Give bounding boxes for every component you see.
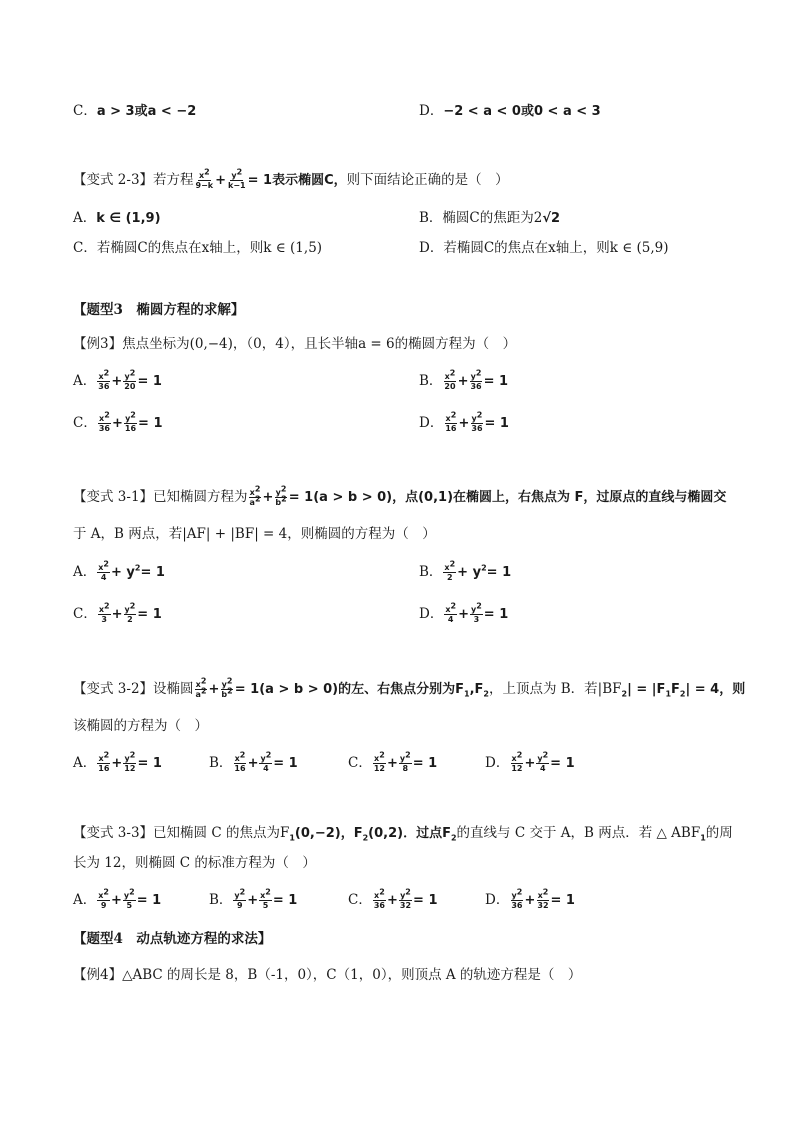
variant-3-2-stem: 【变式 3-2】设椭圆 $\frac{x^2}{a^2}$ + $\frac{y^2}{b^2}$ = 1(a > b > 0)的左、右焦点分别为$F_1,F_2$，上顶点为 B．若$|BF_2| = |F_1F_2| = 4$，则	[73, 676, 746, 699]
example-tag: 【例3】	[73, 336, 123, 352]
stem-text: 焦点坐标为(0,−4)，（0，4），且长半轴a = 6的椭圆方程为（ ）	[122, 336, 517, 352]
option-a-label: A．	[73, 210, 97, 226]
option-c-text: 若椭圆C的焦点在x轴上，则k ∈ (1,5)	[96, 240, 323, 256]
fraction: $\frac{y^2}{k-1}$	[228, 167, 246, 190]
equals-one: = 1	[550, 893, 575, 908]
option-d-label: D．	[419, 103, 444, 119]
variant-3-1-options-ab: A． $\frac{x^2}{4}$ + $y^2= 1$ B． $\frac{x^2}{2}$ + $y^2= 1$	[73, 559, 512, 582]
example-tag: 【例4】	[73, 967, 123, 983]
option-c-label: C．	[73, 240, 97, 256]
option-c-label: C．	[348, 755, 372, 771]
option-b-text: 椭圆C的焦距为2	[442, 210, 543, 226]
stem-text: 的周	[705, 825, 733, 841]
variant-3-3-line2: 长为 12，则椭圆 C 的标准方程为（ ）	[73, 855, 316, 871]
option-b-label: B．	[209, 892, 233, 908]
equals-one: = 1	[137, 607, 162, 622]
option-a-math: k ∈ (1,9)	[96, 211, 161, 226]
example-3-stem	[73, 334, 734, 354]
variant-3-1-options-cd: C． $\frac{x^2}{3}$ + $\frac{y^2}{2}$ = 1 D． $\frac{x^2}{4}$ + $\frac{y^2}{3}$ = 1	[73, 601, 509, 624]
option-a-label: A．	[73, 564, 97, 580]
option-c-math: a > 3或a < −2	[96, 104, 197, 119]
equals-one: = 1	[483, 607, 509, 622]
stem-text: 已知椭圆 C 的焦点为F	[153, 825, 290, 841]
option-b-label: B．	[209, 755, 233, 771]
prev-options-cd	[73, 101, 734, 122]
equals-one: = 1	[138, 416, 163, 431]
variant-2-3-options-ab	[73, 208, 734, 229]
option-d-text: 若椭圆C的焦点在x轴上，则k ∈ (5,9)	[443, 240, 669, 256]
option-d-label: D．	[485, 755, 510, 771]
option-d-math: −2 < a < 0或0 < a < 3	[443, 104, 601, 119]
variant-tag: 【变式 3-2】	[73, 681, 154, 697]
option-b-label: B．	[419, 373, 443, 389]
stem-text: (0,−2)，F	[294, 826, 363, 841]
equals-one: = 1	[413, 893, 438, 908]
variant-3-2-line2: 该椭圆的方程为（ ）	[73, 718, 208, 734]
option-a-label: A．	[73, 892, 97, 908]
stem-text: 若方程	[153, 172, 194, 188]
equals-one: = 1	[140, 565, 165, 580]
option-d-label: D．	[419, 240, 444, 256]
fraction: $\frac{x^2}{9-k}$	[195, 167, 214, 190]
equals-one: = 1	[483, 374, 509, 389]
equals-one: = 1	[550, 756, 575, 771]
equals-one: = 1	[272, 893, 298, 908]
variant-tag: 【变式 3-3】	[73, 825, 154, 841]
section-header-type4: 【题型4 动点轨迹方程的求法】	[73, 931, 272, 947]
equation-rest: = 1表示椭圆C，	[247, 173, 347, 188]
stem-text: 的直线与 C 交于 A，B 两点．若 △ ABF	[456, 825, 701, 841]
stem-text: = 1(a > b > 0)，点(0,1)在椭圆上，右焦点为 F，过原点的直线与椭圆交	[288, 490, 727, 505]
stem-text: (0,2)．过点F	[368, 826, 451, 841]
equals-one: = 1	[136, 893, 162, 908]
option-a-label: A．	[73, 755, 97, 771]
variant-3-1-stem: 【变式 3-1】已知椭圆方程为 $\frac{x^2}{a^2}$ + $\frac{y^2}{b^2}$ = 1(a > b > 0)，点(0,1)在椭圆上，右焦点为 F，过原点的直线与椭圆交	[73, 484, 727, 507]
option-c-label: C．	[348, 892, 372, 908]
stem-text: △ABC 的周长是 8，B（-1，0），C（1，0），则顶点 A 的轨迹方程是（ ）	[122, 967, 582, 983]
example-3-options-ab: A． $\frac{x^2}{36}$ + $\frac{y^2}{20}$ = 1 B． $\frac{x^2}{20}$ + $\frac{y^2}{36}$ = 1	[73, 368, 509, 391]
stem-text: 则下面结论正确的是（ ）	[346, 172, 509, 188]
option-c-label: C．	[73, 103, 97, 119]
plus-y: + y	[457, 565, 482, 580]
equals-one: = 1	[273, 756, 298, 771]
option-b-label: B．	[419, 210, 443, 226]
option-c-label: C．	[73, 606, 97, 622]
equals-one: = 1	[486, 565, 512, 580]
option-a-label: A．	[73, 373, 97, 389]
equals-one: = 1	[412, 756, 438, 771]
variant-tag: 【变式 3-1】	[73, 489, 154, 505]
equals-one: = 1	[484, 416, 509, 431]
plus-y: + y	[111, 565, 135, 580]
variant-3-1-line2: 于 A，B 两点，若|AF| + |BF| = 4，则椭圆的方程为（ ）	[73, 526, 436, 542]
stem-text: | = 4，则	[685, 682, 746, 697]
variant-3-3-stem: 【变式 3-3】已知椭圆 C 的焦点为$F_1(0,-2)$，$F_2(0,2)$．过点$F_2$的直线与 C 交于 A，B 两点．若 △ $ABF_1$的周	[73, 825, 733, 843]
option-b-root: √2	[542, 211, 561, 226]
variant-tag: 【变式 2-3】	[73, 172, 154, 188]
variant-2-3-stem: 【变式 2-3】若方程 $\frac{x^2}{9-k}$ + $\frac{y^2}{k-1}$ = 1表示椭圆C，则下面结论正确的是（ ）	[73, 167, 509, 190]
example-4-stem	[73, 965, 734, 985]
stem-text: = 1(a > b > 0)的左、右焦点分别为F	[234, 682, 464, 697]
option-d-label: D．	[419, 606, 444, 622]
stem-text: 已知椭圆方程为	[153, 489, 248, 505]
option-b-label: B．	[419, 564, 443, 580]
equals-one: = 1	[137, 756, 162, 771]
equals-one: = 1	[137, 374, 162, 389]
option-c-label: C．	[73, 415, 97, 431]
stem-text: 设椭圆	[153, 681, 194, 697]
example-3-options-cd: C． $\frac{x^2}{36}$ + $\frac{y^2}{16}$ = 1 D． $\frac{x^2}{16}$ + $\frac{y^2}{36}$ = 1	[73, 410, 509, 433]
stem-text: | = |F	[627, 682, 666, 697]
option-d-label: D．	[485, 892, 510, 908]
stem-text: ，上顶点为 B．若|BF	[488, 681, 622, 697]
variant-2-3-options-cd	[73, 238, 734, 258]
option-d-label: D．	[419, 415, 444, 431]
section-header-type3: 【题型3 椭圆方程的求解】	[73, 302, 245, 318]
